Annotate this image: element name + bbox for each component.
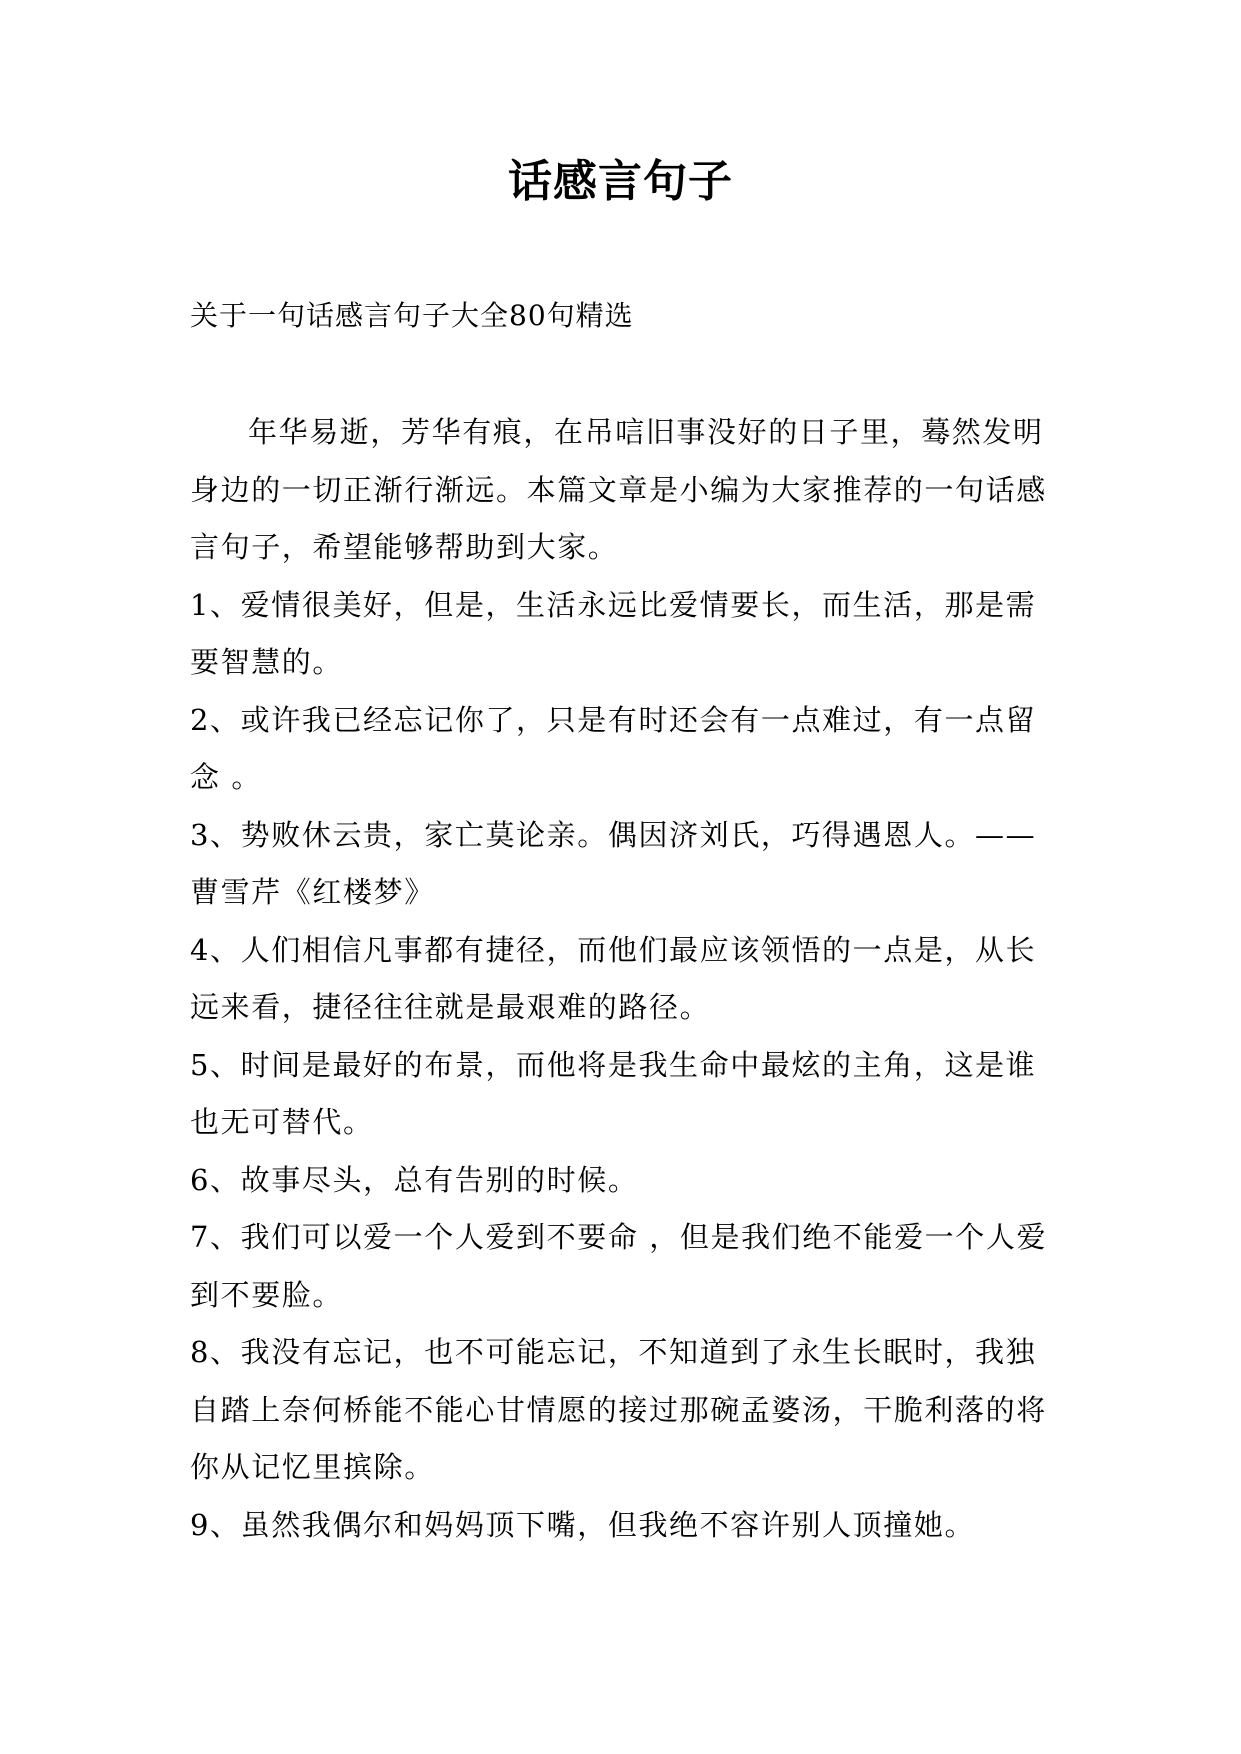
subtitle: 关于一句话感言句子大全80句精选: [190, 299, 634, 332]
quote-item-6: 6、故事尽头，总有告别的时候。: [190, 1162, 639, 1197]
quote-item-4: 4、人们相信凡事都有捷径，而他们最应该领悟的一点是，从长远来看，捷径往往就是最艰难的路径。: [190, 932, 1037, 1024]
quote-item-2: 2、或许我已经忘记你了，只是有时还会有一点难过，有一点留念 。: [190, 702, 1037, 794]
quote-item-1: 1、爱情很美好，但是，生活永远比爱情要长，而生活，那是需要智慧的。: [190, 587, 1037, 679]
quote-item-9: 9、虽然我偶尔和妈妈顶下嘴，但我绝不容许别人顶撞她。: [190, 1507, 976, 1542]
quote-item-5: 5、时间是最好的布景，而他将是我生命中最炫的主角，这是谁也无可替代。: [190, 1047, 1037, 1139]
quote-item-7: 7、我们可以爱一个人爱到不要命 ，但是我们绝不能爱一个人爱到不要脸。: [190, 1220, 1048, 1312]
page-title: 话感言句子: [508, 156, 733, 207]
document-body: [190, 404, 1052, 1554]
quote-item-3: 3、势败休云贵，家亡莫论亲。偶因济刘氏，巧得遇恩人。——曹雪芹《红楼梦》: [190, 817, 1037, 909]
quote-item-8: 8、我没有忘记，也不可能忘记，不知道到了永生长眠时，我独自踏上奈何桥能不能心甘情愿的接过那碗孟婆汤，干脆利落的将你从记忆里摈除。: [190, 1335, 1047, 1484]
intro-paragraph: 年华易逝，芳华有痕，在吊唁旧事没好的日子里，蓦然发明身边的一切正渐行渐远。本篇文章是小编为大家推荐的一句话感言句子，希望能够帮助到大家。: [190, 415, 1047, 564]
